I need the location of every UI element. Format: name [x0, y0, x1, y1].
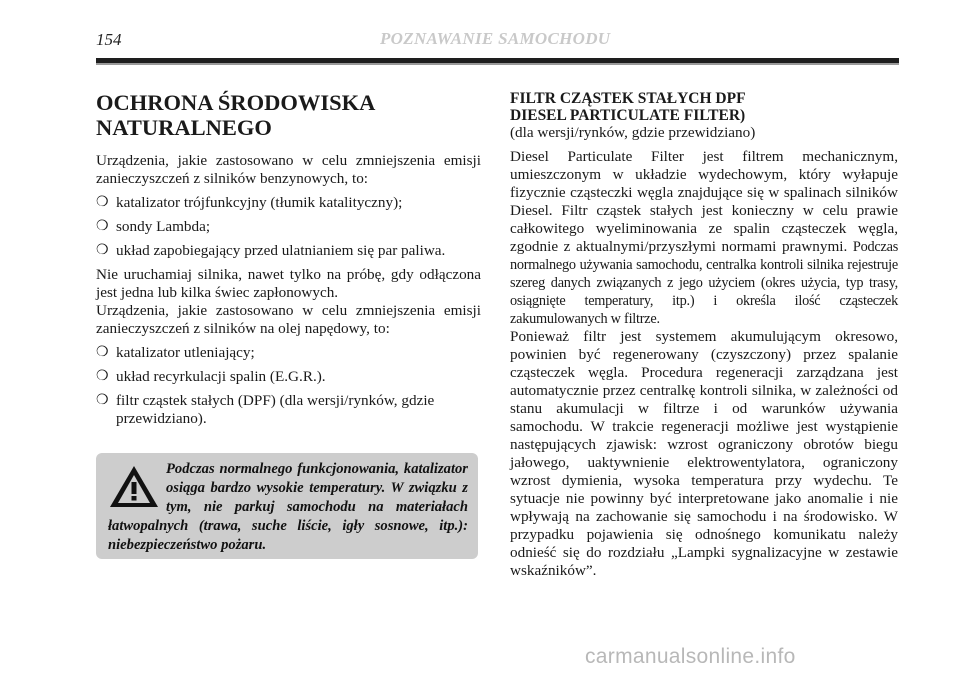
- bullet-icon: ❍: [96, 345, 109, 360]
- left-column: [96, 90, 481, 434]
- dpf-heading: [510, 90, 898, 124]
- bullet-icon: ❍: [96, 219, 109, 234]
- intro-diesel: Urządzenia, jakie zastosowano w celu zmniejszenia emisji zanieczyszczeń z silników na olej napędowy, to:: [96, 302, 481, 337]
- dpf-paragraph-1-tight-text: Podczas normalnego używania samochodu, centralka kontroli silnika rejestruje szereg danych związanych z jego użyciem (okres użycia, typ trasy, osiągnięte temperatury, itp.) i określa ilość cząsteczek zakumulowanych w filtrze.: [510, 239, 899, 327]
- intro-petrol: Urządzenia, jakie zastosowano w celu zmniejszenia emisji zanieczyszczeń z silników benzynowych, to:: [96, 152, 481, 187]
- list-item: ❍ katalizator trójfunkcyjny (tłumik katalityczny);: [96, 194, 403, 211]
- warning-text-block: [108, 460, 468, 555]
- diesel-device-list: [96, 344, 481, 428]
- warning-triangle-icon: [108, 464, 160, 509]
- right-column: [510, 90, 898, 580]
- bullet-icon: ❍: [96, 369, 109, 384]
- dpf-heading-line1: FILTR CZĄSTEK STAŁYCH DPF: [510, 90, 746, 107]
- warning-text: Podczas normalnego funkcjonowania, katalizator osiąga bardzo wysokie temperatury. W związku z tym, nie parkuj samochodu na materiałach łatwopalnych (trawa, suche liście, igły sosnowe, itp.): niebezpieczeństwo pożaru.: [108, 461, 468, 553]
- warning-box: [96, 453, 478, 559]
- header-rule: [96, 58, 899, 65]
- list-item: ❍ układ zapobiegający przed ulatnianiem się par paliwa.: [96, 242, 446, 259]
- dpf-heading-line2: DIESEL PARTICULATE FILTER): [510, 107, 746, 124]
- bullet-icon: ❍: [96, 393, 109, 408]
- page-heading: [96, 90, 481, 140]
- dpf-subheading: (dla wersji/rynków, gdzie przewidziano): [510, 124, 756, 141]
- watermark: carmanualsonline.info: [585, 645, 796, 668]
- spark-plug-note: Nie uruchamiaj silnika, nawet tylko na próbę, gdy odłączona jest jedna lub kilka świec zapłonowych.: [96, 266, 481, 301]
- list-item: ❍ układ recyrkulacji spalin (E.G.R.).: [96, 368, 326, 385]
- list-item: ❍ sondy Lambda;: [96, 218, 211, 235]
- list-item: ❍ katalizator utleniający;: [96, 344, 255, 361]
- petrol-device-list: [96, 194, 481, 260]
- bullet-icon: ❍: [96, 195, 109, 210]
- page-heading-line2: NATURALNEGO: [96, 115, 272, 140]
- section-title: POZNAWANIE SAMOCHODU: [380, 29, 611, 48]
- page-heading-line1: OCHRONA ŚRODOWISKA: [96, 90, 376, 115]
- dpf-paragraph-1-text: Diesel Particulate Filter jest filtrem mechanicznym, umieszczonym w układzie wydechowym, który wyłapuje fizycznie cząsteczki węgla znajdujące się w spalinach silników Diesel. Filtr cząstek stałych jest konieczny w celu prawie całkowitego wyeliminowania ze spalin cząsteczek węgla, zgodnie z aktualnymi/przyszłymi normami prawnymi.: [510, 148, 898, 255]
- list-item: ❍ filtr cząstek stałych (DPF) (dla wersji/rynków, gdzie przewidziano).: [96, 392, 435, 427]
- dpf-paragraph-1: [510, 148, 898, 328]
- bullet-icon: ❍: [96, 243, 109, 258]
- dpf-paragraph-2: Ponieważ filtr jest systemem akumulującym okresowo, powinien być regenerowany (czyszczony) przez spalanie cząsteczek węgla. Procedura regeneracji zarządzana jest automatycznie przez centralkę kontroli silnika, w zależności od stanu akumulacji w filtrze i od warunków używania samochodu. W trakcie regeneracji możliwe jest wystąpienie następujących zjawisk: wzrost ograniczony obrotów biegu jałowego, uaktywnienie elektrowentylatora, ograniczony wzrost dymienia, wysoka temperatura przy wydechu. Te sytuacje nie powinny być interpretowane jako anomalie i nie wpływają na zachowanie się samochodu i na środowisko. W przypadku pojawienia się odnośnego komunikatu należy odnieść się do rozdziału „Lampki sygnalizacyjne w zestawie wskaźników”.: [510, 328, 898, 579]
- page-number: 154: [96, 30, 122, 49]
